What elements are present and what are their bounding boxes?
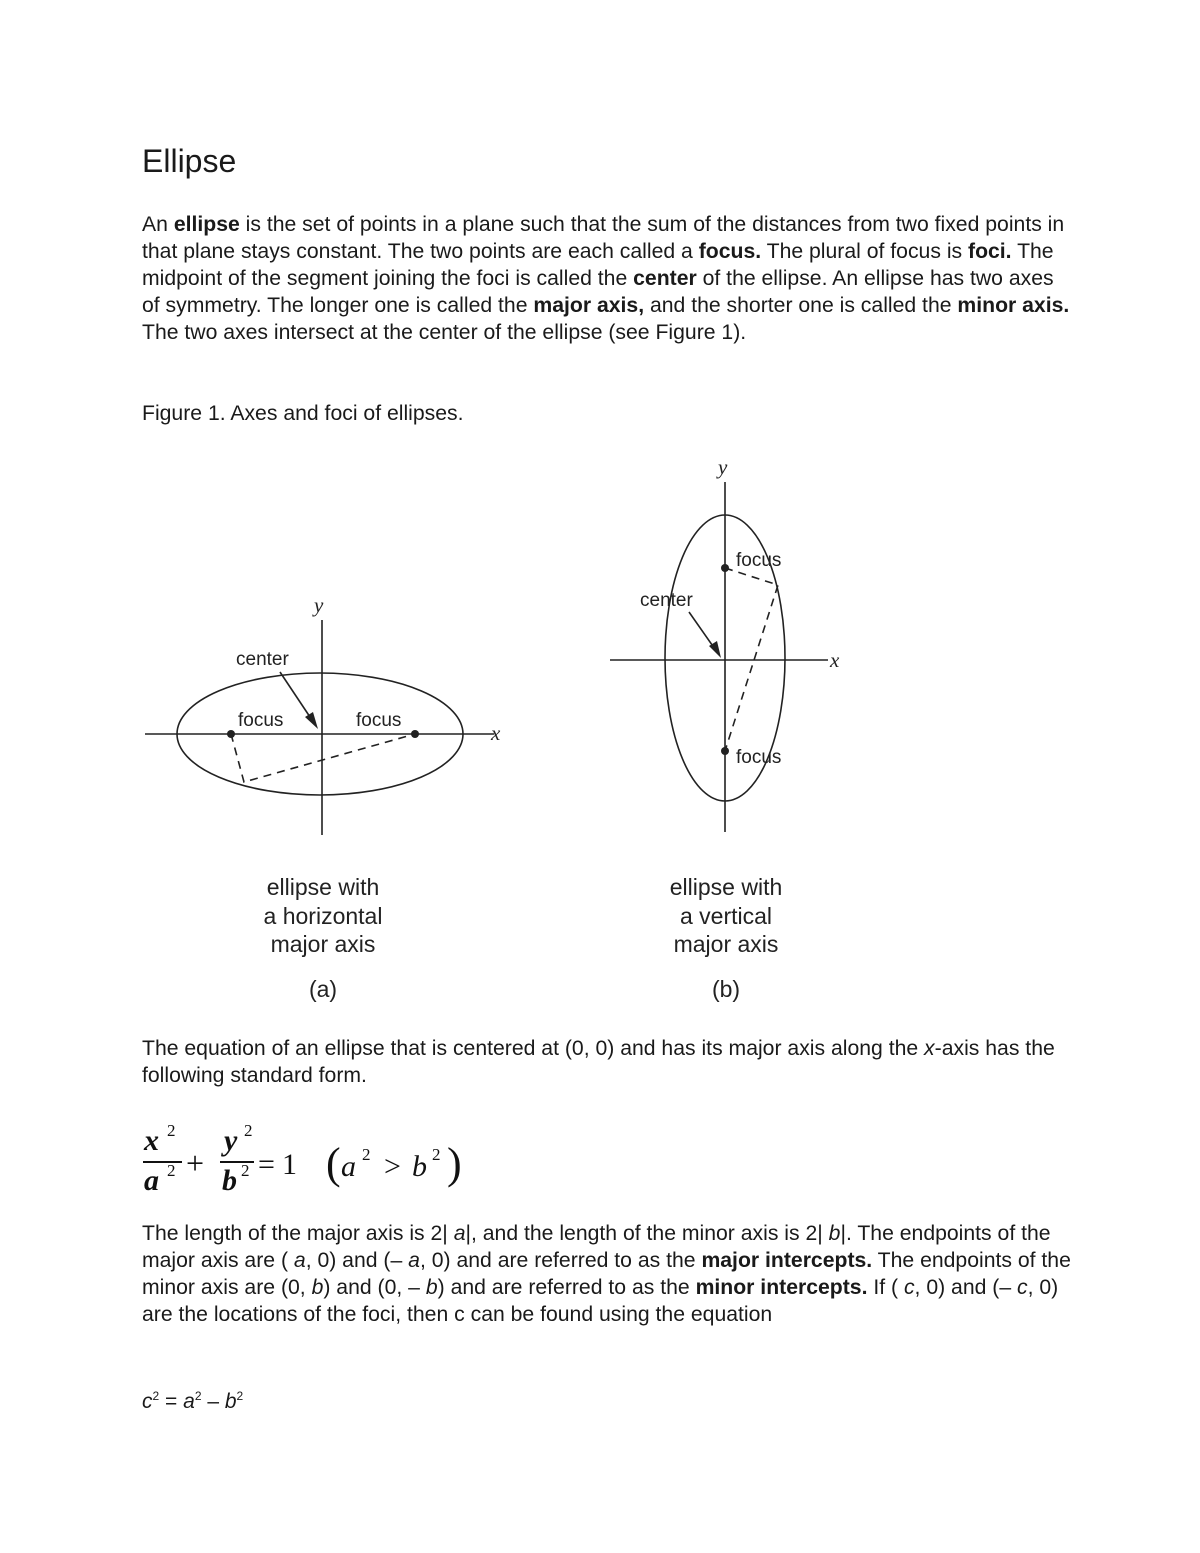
eq1-plus: + bbox=[186, 1145, 205, 1181]
figure-a-tag: (a) bbox=[308, 976, 338, 1002]
figure-a-focus-right-point bbox=[411, 730, 419, 738]
eq1-cond-b-exp: 2 bbox=[432, 1145, 441, 1164]
figure-b-center-label: center bbox=[640, 590, 693, 611]
figure-a-x-label: x bbox=[491, 721, 501, 745]
figure-b-caption-line-2: a vertical bbox=[679, 903, 773, 929]
figure-b-x-label: x bbox=[830, 648, 840, 672]
ellipse-figure bbox=[0, 450, 1200, 1010]
eq1-b-exp: 2 bbox=[241, 1161, 250, 1180]
eq1-rparen: ) bbox=[447, 1139, 462, 1188]
figure-a-center-label: center bbox=[236, 649, 289, 670]
eq1-lparen: ( bbox=[326, 1139, 341, 1188]
figure-b-tag: (b) bbox=[711, 976, 741, 1002]
figure-a-focal-distances bbox=[231, 734, 415, 782]
term-center: center bbox=[633, 267, 697, 290]
standard-form-paragraph: The equation of an ellipse that is centered at (0, 0) and has its major axis along the x-axis has the following standard form. bbox=[142, 1037, 1055, 1087]
eq1-a: a bbox=[144, 1164, 159, 1197]
ellipse-standard-equation bbox=[140, 1118, 470, 1198]
term-minor-intercepts: minor intercepts. bbox=[695, 1276, 868, 1299]
figure-b-focus-bottom-point bbox=[721, 747, 729, 755]
eq1-b: b bbox=[222, 1164, 237, 1197]
term-foci: foci. bbox=[968, 240, 1012, 263]
eq1-cond-b: b bbox=[412, 1150, 427, 1183]
term-major-axis: major axis, bbox=[533, 294, 645, 317]
figure-b-caption-line-3: major axis bbox=[673, 931, 779, 957]
figure-b-caption-line-1: ellipse with bbox=[669, 874, 783, 900]
definition-paragraph: An ellipse is the set of points in a plane such that the sum of the distances from two fixed points in that plane stays constant. The two points are each called a focus. The plural of focus is foci. The midpoint of the segment joining the foci is called the center of the ellipse. An ellipse has two axes of symmetry. The longer one is called the major axis, and the shorter one is called the minor axis. The two axes intersect at the center of the ellipse (see Figure 1). bbox=[142, 213, 1070, 344]
figure-a-caption-line-2: a horizontal bbox=[263, 903, 383, 929]
eq1-x-exp: 2 bbox=[167, 1121, 176, 1140]
eq1-one: 1 bbox=[282, 1148, 297, 1181]
page-title: Ellipse bbox=[142, 143, 237, 179]
term-focus: focus. bbox=[698, 240, 762, 263]
eq1-x: x bbox=[144, 1124, 159, 1157]
eq1-y-exp: 2 bbox=[244, 1121, 253, 1140]
term-ellipse: ellipse bbox=[173, 213, 240, 236]
figure-a-caption-line-3: major axis bbox=[270, 931, 376, 957]
figure-b-focus-bottom-label: focus bbox=[736, 747, 782, 768]
term-major-intercepts: major intercepts. bbox=[701, 1249, 873, 1272]
foci-equation: $c^2 = a^2 - b^2$ bbox=[142, 1389, 244, 1413]
figure-a-y-label: y bbox=[314, 593, 324, 617]
figure-a-caption-line-1: ellipse with bbox=[266, 874, 380, 900]
figure-a-arrowhead bbox=[305, 712, 318, 729]
term-minor-axis: minor axis. bbox=[957, 294, 1070, 317]
eq1-cond-a: a bbox=[341, 1150, 356, 1183]
figure-b-focus-top-label: focus bbox=[736, 550, 782, 571]
figure-a-focus-left-point bbox=[227, 730, 235, 738]
figure-caption: Figure 1. Axes and foci of ellipses. bbox=[142, 402, 464, 425]
eq1-a-exp: 2 bbox=[167, 1161, 176, 1180]
eq1-equals: = bbox=[258, 1148, 275, 1181]
figure-a-focus-left-label: focus bbox=[238, 710, 284, 731]
eq1-y: y bbox=[224, 1124, 238, 1157]
eq1-gt: > bbox=[384, 1150, 401, 1183]
figure-b-y-label: y bbox=[718, 455, 728, 479]
eq1-cond-a-exp: 2 bbox=[362, 1145, 371, 1164]
figure-b-focus-top-point bbox=[721, 564, 729, 572]
figure-a-focus-right-label: focus bbox=[356, 710, 402, 731]
intercepts-paragraph: The length of the major axis is 2| a|, and the length of the minor axis is 2| b|. The endpoints of the major axis are ( a, 0) and (– a, 0) and are referred to as the major intercepts. The endpoints of the minor axis are (0, b) and (0, – b) and are referred to as the minor intercepts. If ( c, 0) and (– c, 0) are the locations of the foci, then c can be found using the equation bbox=[142, 1222, 1071, 1326]
